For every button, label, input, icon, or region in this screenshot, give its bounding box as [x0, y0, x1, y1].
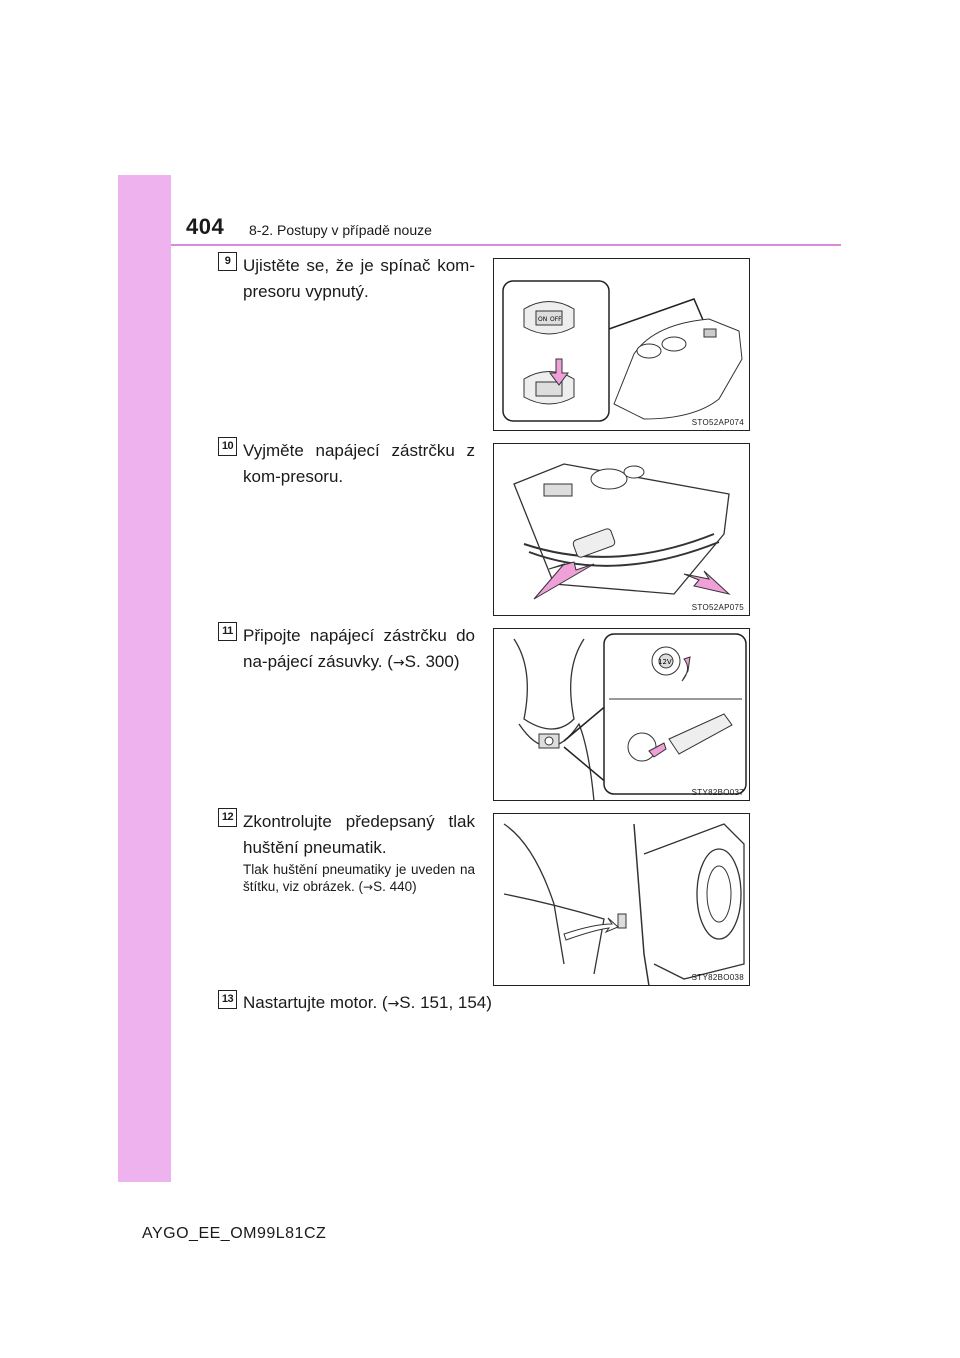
page-number: 404 — [186, 214, 225, 239]
figure-code: STY82BO037 — [691, 788, 744, 797]
right-arrow-icon: → — [392, 655, 405, 671]
step-number-13: 13 — [218, 990, 237, 1009]
figure-remove-plug — [493, 443, 750, 616]
document-code: AYGO_EE_OM99L81CZ — [142, 1225, 327, 1242]
figure-code: STO52AP075 — [691, 603, 744, 612]
step-text-13: Nastartujte motor. (→S. 151, 154) — [243, 993, 492, 1012]
figure-code: STY82BO038 — [691, 973, 744, 982]
right-arrow-icon: → — [387, 996, 400, 1012]
switch-off-label: OFF — [550, 316, 562, 323]
sidebar-tab — [118, 175, 171, 1182]
step-text-9: Ujistěte se, že je spínač kom-presoru vypnutý. — [243, 256, 475, 301]
figure-power-socket — [493, 628, 750, 801]
step-number-9: 9 — [218, 252, 237, 271]
figure-code: STO52AP074 — [691, 418, 744, 427]
socket-12v-label: 12V — [658, 658, 672, 666]
right-arrow-icon: → — [363, 880, 374, 894]
step-number-10: 10 — [218, 437, 237, 456]
step-number-12: 12 — [218, 808, 237, 827]
step-text-11: Připojte napájecí zástrčku do na-pájecí zásuvky. (→S. 300) — [243, 626, 475, 671]
step-note-12: Tlak huštění pneumatiky je uveden na štítku, viz obrázek. (→S. 440) — [243, 862, 475, 894]
header-rule — [171, 244, 841, 246]
switch-on-label: ON — [538, 316, 548, 323]
section-title: 8-2. Postupy v případě nouze — [249, 222, 432, 238]
step-number-11: 11 — [218, 622, 237, 641]
figure-tire-pressure-label — [493, 813, 750, 986]
figure-compressor-switch — [493, 258, 750, 431]
step-text-10: Vyjměte napájecí zástrčku z kom-presoru. — [243, 441, 475, 486]
step-text-12: Zkontrolujte předepsaný tlak huštění pneumatik. — [243, 812, 475, 857]
